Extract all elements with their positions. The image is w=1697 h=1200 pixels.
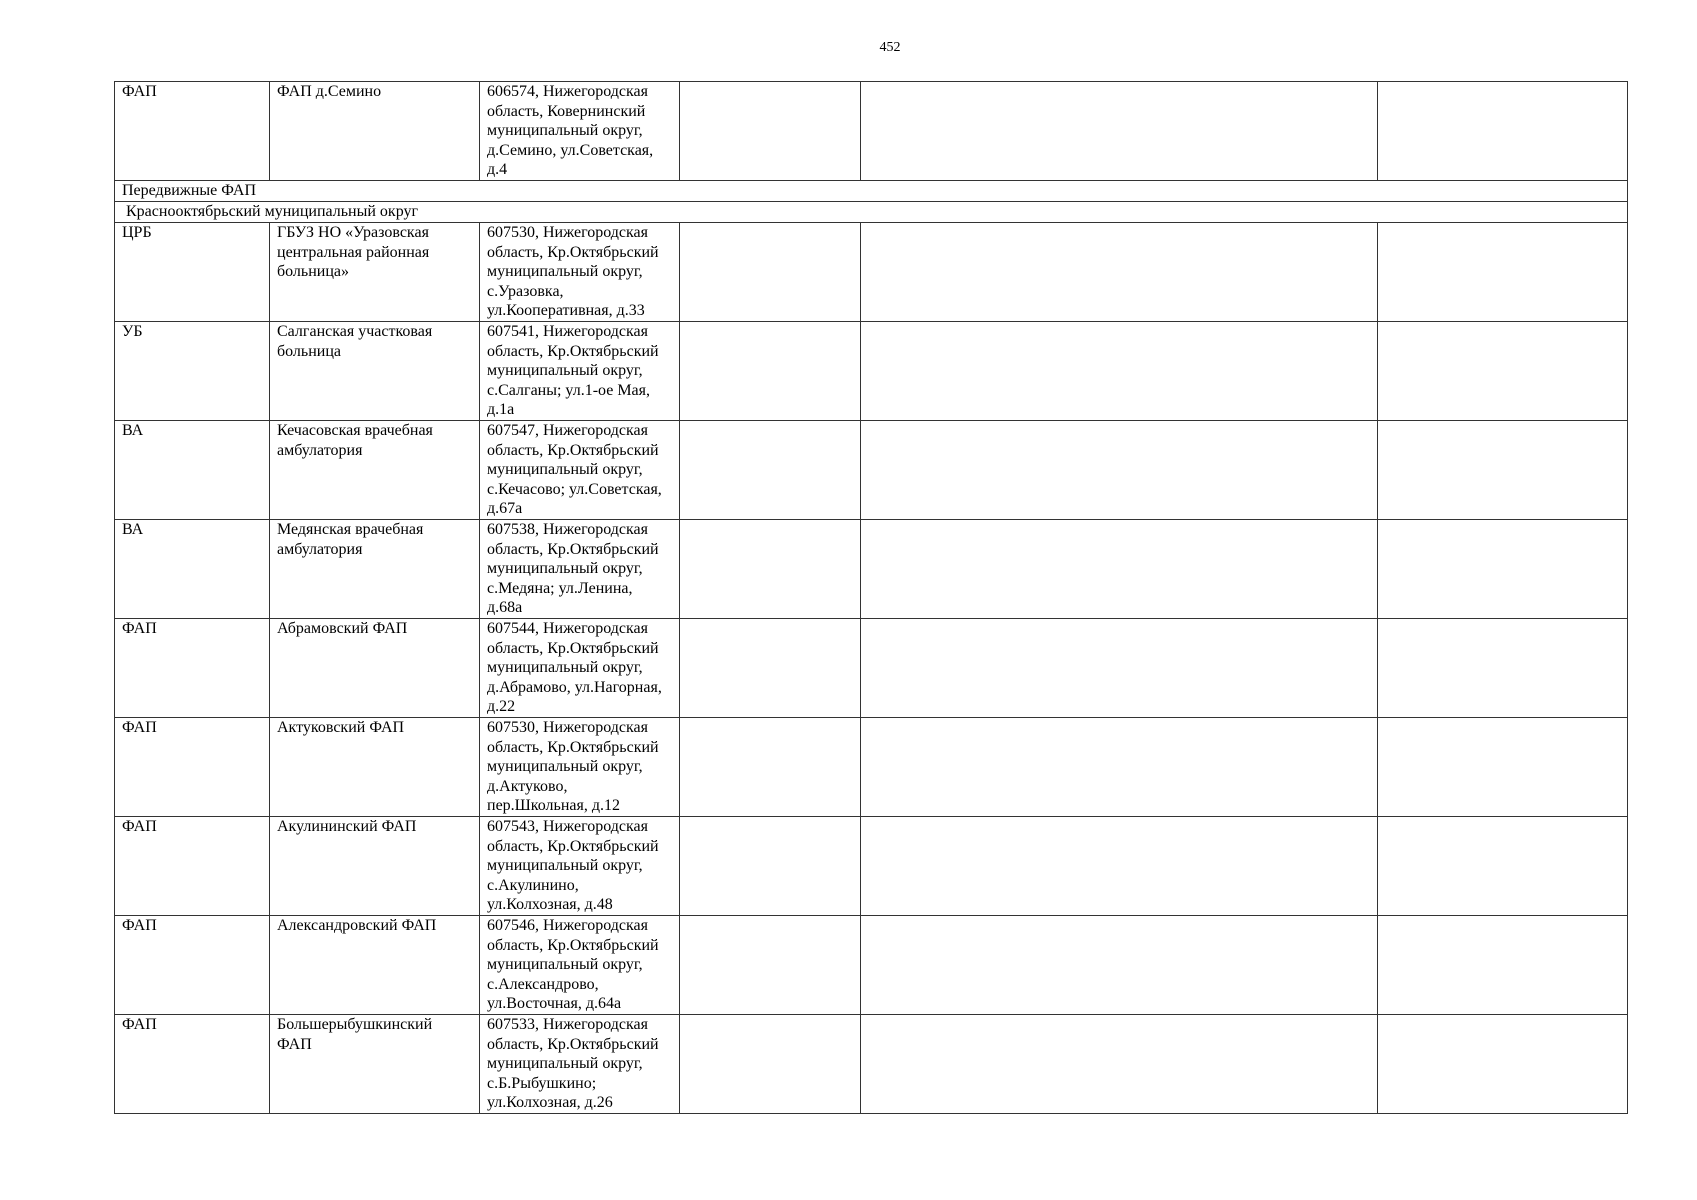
facility-name-cell: Салганская участковая больница — [270, 322, 480, 421]
empty-cell-4 — [680, 718, 861, 817]
facility-name-cell: Кечасовская врачебная амбулатория — [270, 421, 480, 520]
facility-address-cell: 606574, Нижегородская область, Ковернинский муниципальный округ, д.Семино, ул.Советская, д.4 — [480, 82, 680, 181]
facility-address-cell: 607547, Нижегородская область, Кр.Октябрьский муниципальный округ, с.Кечасово; ул.Советская, д.67а — [480, 421, 680, 520]
facility-address-cell: 607538, Нижегородская область, Кр.Октябрьский муниципальный округ, с.Медяна; ул.Ленина, д.68а — [480, 520, 680, 619]
empty-cell-6 — [1378, 421, 1628, 520]
section-row — [115, 202, 1628, 223]
empty-cell-4 — [680, 520, 861, 619]
facility-type-cell: ВА — [115, 520, 270, 619]
facility-address-cell: 607544, Нижегородская область, Кр.Октябрьский муниципальный округ, д.Абрамово, ул.Нагорная, д.22 — [480, 619, 680, 718]
empty-cell-6 — [1378, 520, 1628, 619]
table-row — [115, 1015, 1628, 1114]
empty-cell-6 — [1378, 619, 1628, 718]
empty-cell-5 — [861, 916, 1378, 1015]
facility-name-cell: ФАП д.Семино — [270, 82, 480, 181]
empty-cell-6 — [1378, 817, 1628, 916]
facility-address-cell: 607541, Нижегородская область, Кр.Октябрьский муниципальный округ, с.Салганы; ул.1-ое Мая, д.1а — [480, 322, 680, 421]
section-row — [115, 181, 1628, 202]
facility-name-cell: Большерыбушкинский ФАП — [270, 1015, 480, 1114]
facilities-table — [114, 81, 1628, 1114]
facility-type-cell: ФАП — [115, 916, 270, 1015]
empty-cell-5 — [861, 520, 1378, 619]
empty-cell-5 — [861, 817, 1378, 916]
subsection-heading: Краснооктябрьский муниципальный округ — [115, 202, 1628, 223]
facility-type-cell: ФАП — [115, 718, 270, 817]
empty-cell-5 — [861, 223, 1378, 322]
empty-cell-5 — [861, 322, 1378, 421]
empty-cell-6 — [1378, 916, 1628, 1015]
table-row — [115, 223, 1628, 322]
facility-name-cell: Абрамовский ФАП — [270, 619, 480, 718]
empty-cell-4 — [680, 619, 861, 718]
table-row — [115, 718, 1628, 817]
facility-name-cell: ГБУЗ НО «Уразовская центральная районная больница» — [270, 223, 480, 322]
facility-type-cell: ЦРБ — [115, 223, 270, 322]
table-row — [115, 619, 1628, 718]
empty-cell-6 — [1378, 1015, 1628, 1114]
empty-cell-6 — [1378, 223, 1628, 322]
facility-type-cell: ВА — [115, 421, 270, 520]
facility-address-cell: 607546, Нижегородская область, Кр.Октябрьский муниципальный округ, с.Александрово, ул.Восточная, д.64а — [480, 916, 680, 1015]
empty-cell-4 — [680, 817, 861, 916]
facility-address-cell: 607533, Нижегородская область, Кр.Октябрьский муниципальный округ, с.Б.Рыбушкино; ул.Колхозная, д.26 — [480, 1015, 680, 1114]
empty-cell-4 — [680, 322, 861, 421]
empty-cell-4 — [680, 1015, 861, 1114]
empty-cell-5 — [861, 82, 1378, 181]
empty-cell-5 — [861, 619, 1378, 718]
table-row — [115, 817, 1628, 916]
empty-cell-5 — [861, 1015, 1378, 1114]
facility-address-cell: 607530, Нижегородская область, Кр.Октябрьский муниципальный округ, д.Актуково, пер.Школьная, д.12 — [480, 718, 680, 817]
empty-cell-6 — [1378, 718, 1628, 817]
table-row — [115, 82, 1628, 181]
table-row — [115, 421, 1628, 520]
facility-type-cell: ФАП — [115, 817, 270, 916]
facility-name-cell: Акулининский ФАП — [270, 817, 480, 916]
section-heading: Передвижные ФАП — [115, 181, 1628, 202]
empty-cell-6 — [1378, 322, 1628, 421]
facility-name-cell: Александровский ФАП — [270, 916, 480, 1015]
empty-cell-4 — [680, 421, 861, 520]
facility-address-cell: 607543, Нижегородская область, Кр.Октябрьский муниципальный округ, с.Акулинино, ул.Колхозная, д.48 — [480, 817, 680, 916]
page-number: 452 — [879, 40, 901, 55]
empty-cell-4 — [680, 223, 861, 322]
facility-name-cell: Медянская врачебная амбулатория — [270, 520, 480, 619]
table-row — [115, 322, 1628, 421]
empty-cell-6 — [1378, 82, 1628, 181]
facility-address-cell: 607530, Нижегородская область, Кр.Октябрьский муниципальный округ, с.Уразовка, ул.Кооперативная, д.33 — [480, 223, 680, 322]
empty-cell-4 — [680, 82, 861, 181]
facility-type-cell: ФАП — [115, 1015, 270, 1114]
facility-type-cell: ФАП — [115, 82, 270, 181]
empty-cell-5 — [861, 421, 1378, 520]
table-row — [115, 520, 1628, 619]
table-row — [115, 916, 1628, 1015]
facility-name-cell: Актуковский ФАП — [270, 718, 480, 817]
empty-cell-5 — [861, 718, 1378, 817]
facility-type-cell: УБ — [115, 322, 270, 421]
facility-type-cell: ФАП — [115, 619, 270, 718]
empty-cell-4 — [680, 916, 861, 1015]
